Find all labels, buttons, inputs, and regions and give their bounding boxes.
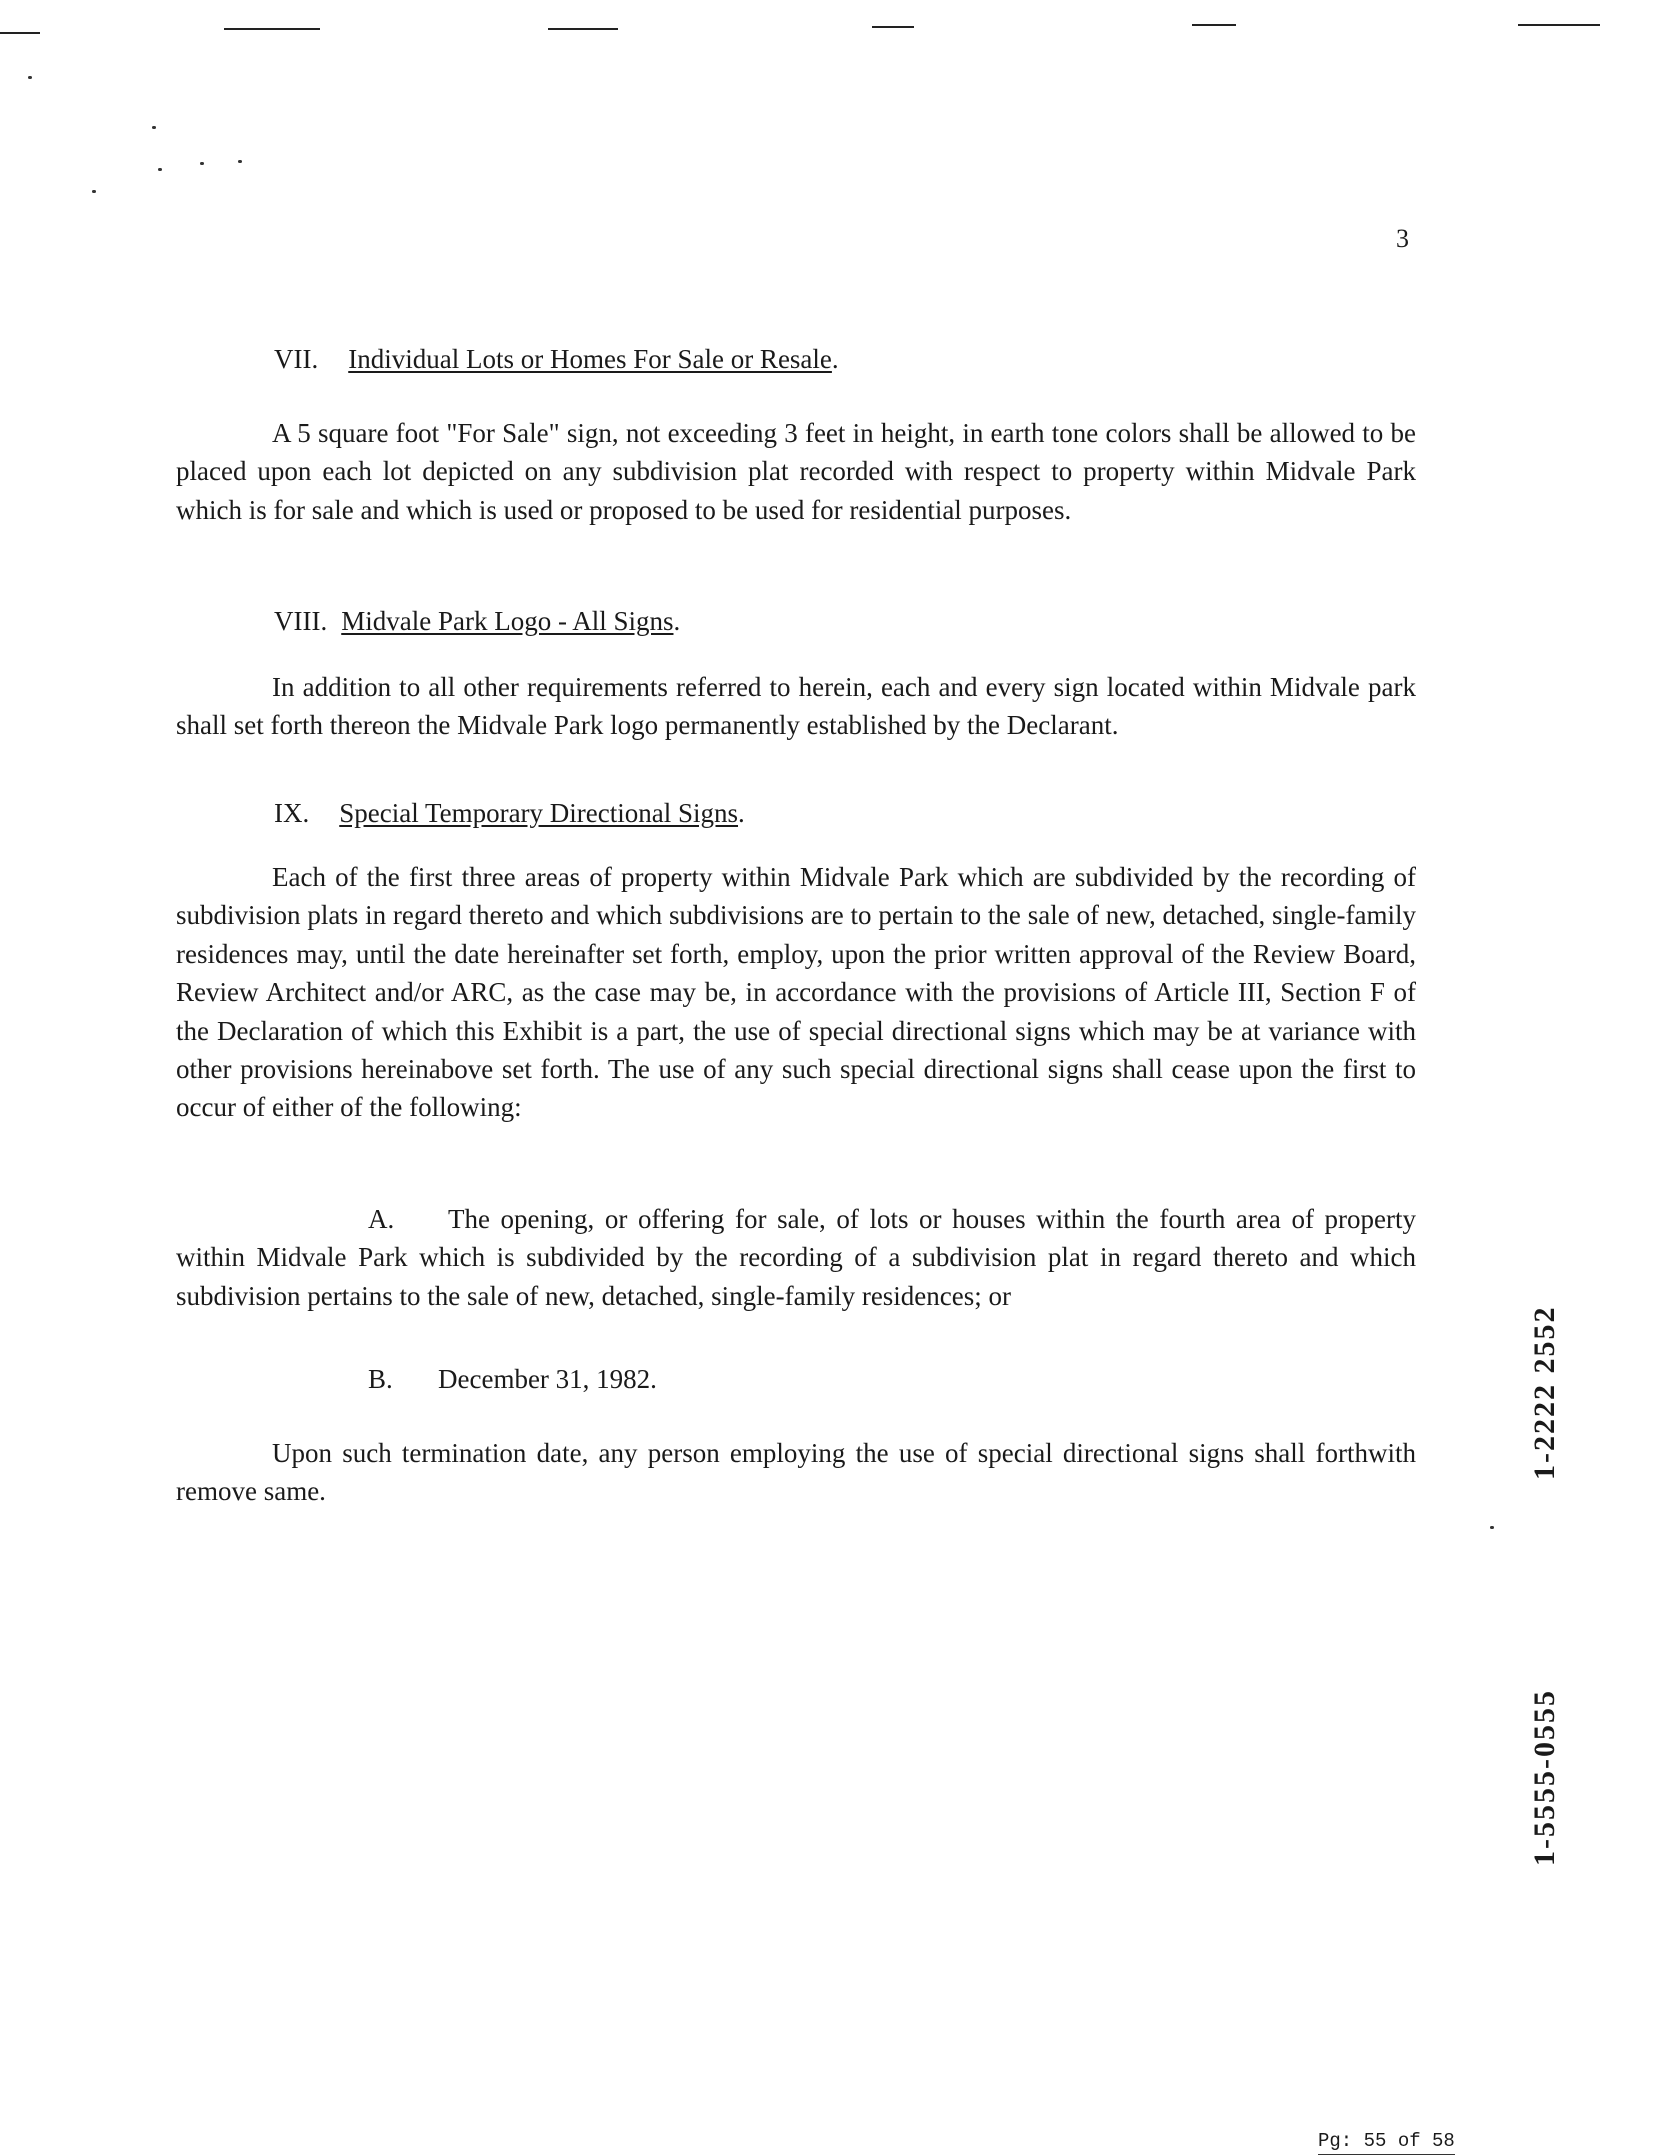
section-number: IX. bbox=[274, 798, 310, 828]
scan-speck bbox=[92, 190, 96, 193]
scan-speck bbox=[152, 126, 156, 129]
scan-speck bbox=[200, 162, 204, 165]
section-body-vii: A 5 square foot "For Sale" sign, not exceeding 3 feet in height, in earth tone colors shall be allowed to be placed upon each lot depicted on any subdivision plat recorded with respect to property within Midvale Park which is for sale and which is used or proposed to be used for residential purposes. bbox=[176, 418, 1416, 525]
section-number: VIII. bbox=[274, 606, 328, 636]
list-item-label: B. bbox=[368, 1364, 393, 1394]
scan-mark bbox=[548, 28, 618, 30]
scan-mark bbox=[224, 28, 320, 30]
closing-paragraph: Upon such termination date, any person employing the use of special directional signs shall forthwith remove same. bbox=[176, 1438, 1416, 1507]
list-item-a bbox=[176, 1200, 1416, 1315]
section-body-viii: In addition to all other requirements referred to herein, each and every sign located within Midvale park shall set forth thereon the Midvale Park logo permanently established by the Declarant. bbox=[176, 672, 1416, 741]
list-item-text: The opening, or offering for sale, of lots or houses within the fourth area of property within Midvale Park which is subdivided by the recording of a subdivision plat in regard thereto and which subdivision pertains to the sale of new, detached, single-family residences; or bbox=[176, 1204, 1416, 1311]
section-body-ix: Each of the first three areas of property within Midvale Park which are subdivided by the recording of subdivision plats in regard thereto and which subdivisions are to pertain to the sale of new, detached, single-family residences may, until the date hereinafter set forth, employ, upon the prior written approval of the Review Board, Review Architect and/or ARC, as the case may be, in accordance with the provisions of Article III, Section F of the Declaration of which this Exhibit is a part, the use of special directional signs which may be at variance with other provisions hereinabove set forth. The use of any such special directional signs shall cease upon the first to occur of either of the following: bbox=[176, 862, 1416, 1123]
section-heading-ix: IX. Special Temporary Directional Signs. bbox=[274, 798, 745, 828]
scan-mark bbox=[1192, 24, 1236, 26]
scan-mark bbox=[872, 26, 914, 28]
list-item-label: A. bbox=[368, 1204, 395, 1234]
page-number: 3 bbox=[1396, 224, 1409, 253]
margin-recording-stamp: 1-5555-0555 bbox=[1528, 1689, 1561, 1866]
scan-speck bbox=[238, 160, 242, 163]
scan-speck bbox=[158, 168, 162, 171]
page-footer: Pg: 55 of 58 bbox=[1318, 2130, 1455, 2155]
section-heading-vii: VII. Individual Lots or Homes For Sale or Resale. bbox=[274, 344, 839, 374]
section-title: Special Temporary Directional Signs bbox=[339, 798, 739, 828]
list-item-b bbox=[368, 1364, 657, 1395]
section-title: Midvale Park Logo - All Signs bbox=[341, 606, 674, 636]
scan-mark bbox=[1518, 24, 1600, 26]
section-title: Individual Lots or Homes For Sale or Resale bbox=[348, 344, 832, 374]
scan-speck bbox=[1490, 1526, 1494, 1529]
scan-mark bbox=[0, 32, 40, 34]
section-number: VII. bbox=[274, 344, 319, 374]
margin-recording-stamp: 1-2222 2552 bbox=[1528, 1305, 1561, 1480]
list-item-text: December 31, 1982. bbox=[438, 1364, 657, 1394]
scan-speck bbox=[28, 76, 32, 79]
section-heading-viii: VIII. Midvale Park Logo - All Signs. bbox=[274, 606, 681, 636]
